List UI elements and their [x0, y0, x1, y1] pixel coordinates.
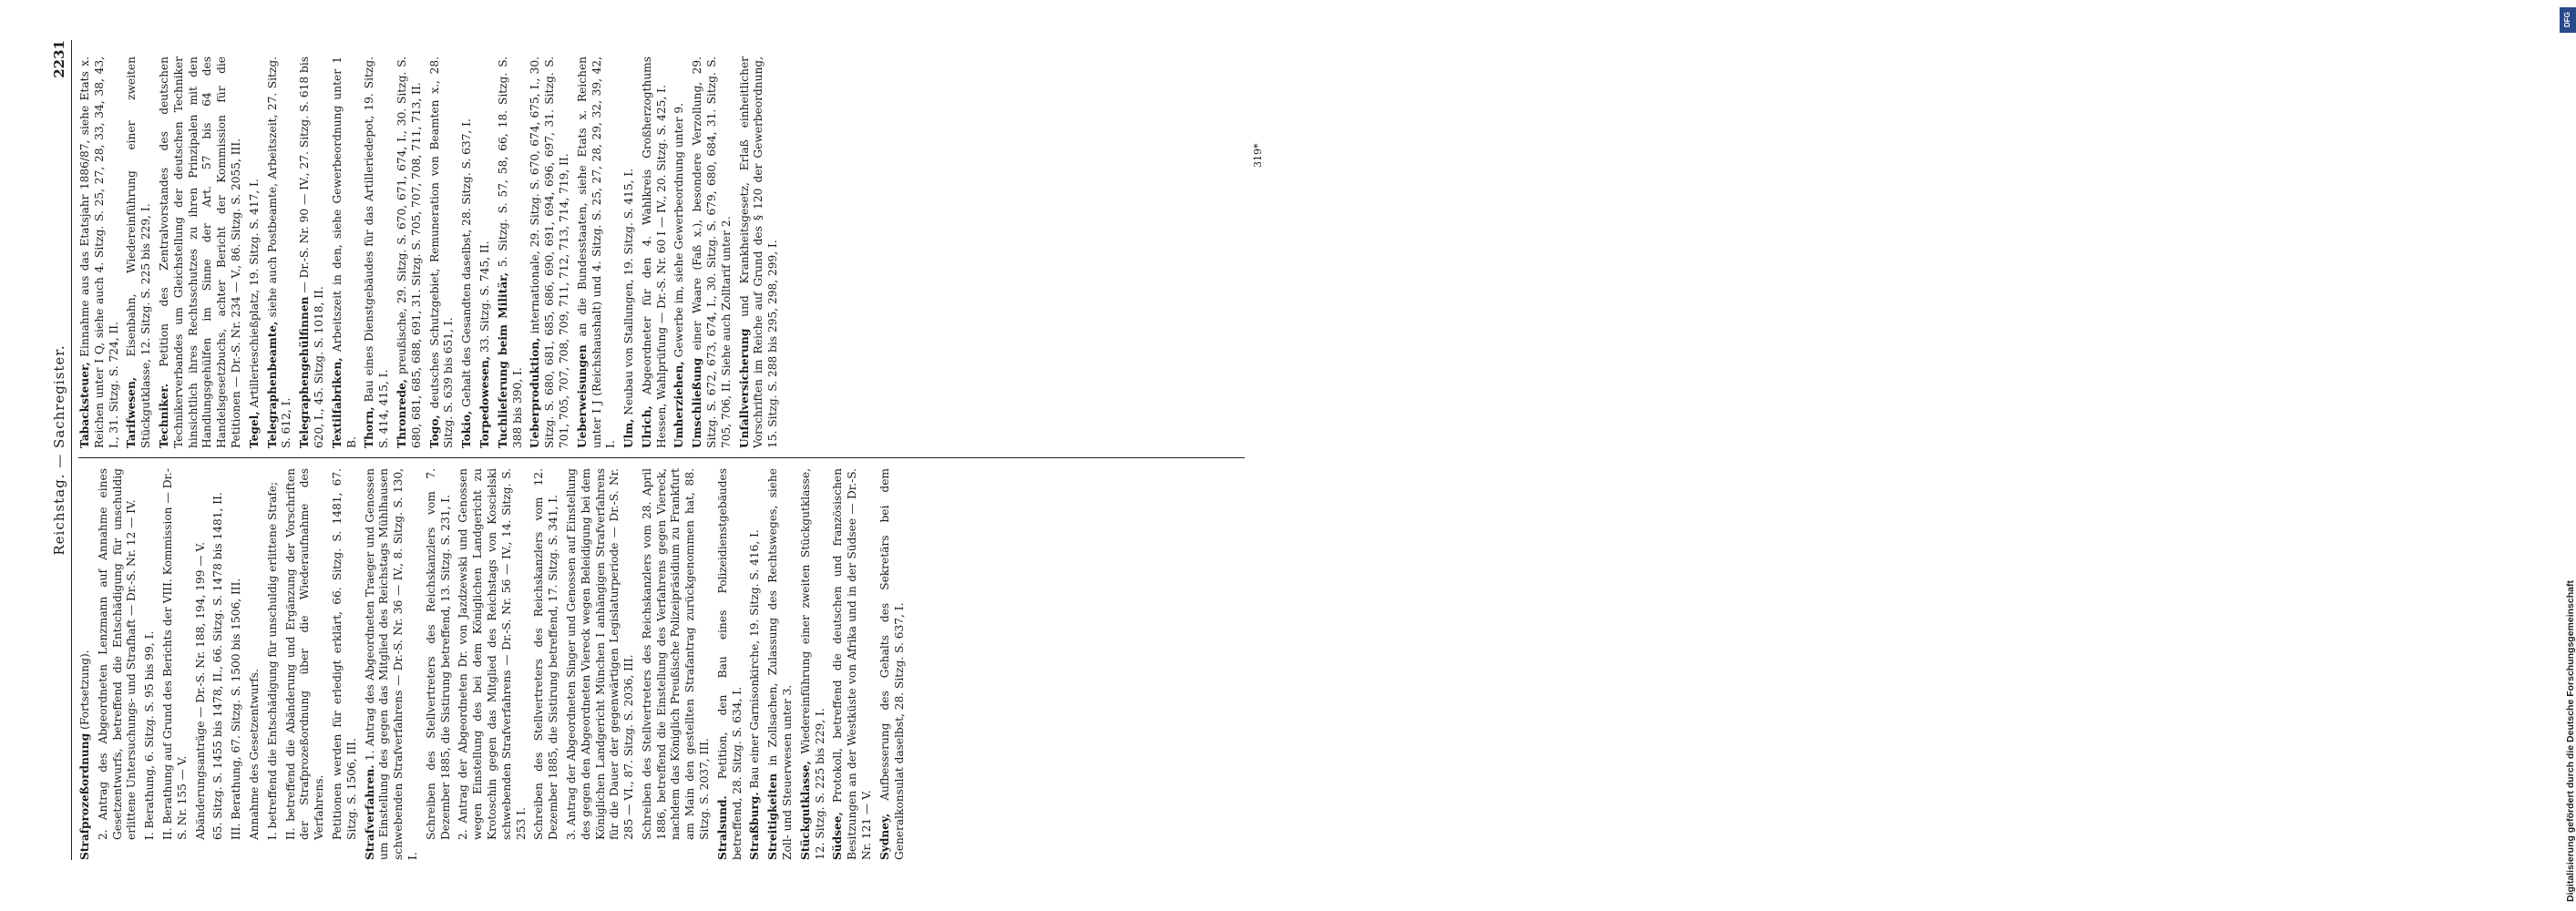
column-divider [78, 457, 1245, 458]
entry-keyword: Torpedowesen, [477, 355, 491, 448]
entry-text: Gehalt des Gesandten daselbst, 28. Sitzg. S. 637, I. [460, 118, 474, 407]
entry-keyword: Tarifwesen, [125, 376, 139, 448]
index-entry [211, 468, 226, 860]
entry-text: III. Berathung, 67. Sitzg. S. 1500 bis 1506, III. [230, 578, 243, 840]
index-entry [363, 56, 392, 448]
index-entry [248, 56, 262, 448]
entry-keyword: Umherziehen, [672, 361, 686, 448]
index-entry [672, 56, 687, 448]
index-entry [565, 468, 637, 860]
entry-text: Schreiben des Stellvertreters des Reichskanzlers vom 12. Dezember 1885, die Sistirung betreffend, 17. Sitzg. S. 341, I. [532, 468, 560, 840]
index-entry [641, 56, 670, 448]
entry-text: — Dr.-S. Nr. 90 — IV., 27. Sitzg. S. 618 bis 620, I., 45. Sitzg. S. 1018, II. [298, 56, 325, 448]
index-entry [230, 468, 244, 860]
index-entry [284, 468, 327, 860]
entry-text: Petitionen werden für erledigt erklärt, 66. Sitzg. S. 1481, 67. Sitzg. S. 1506, III. [330, 468, 358, 840]
entry-keyword: Textilfabriken, [330, 357, 344, 448]
rotated-page-content [51, 40, 1287, 860]
entry-text: einer Waare (Faß x.), besondere Verzollung, 29. Sitzg. S. 672, 673, 674, I., 30. Sitzg. S. 679, 680, 684, 31. Sitzg. S. 705, 706, II. Siehe auch Zolltarif unter 2. [691, 56, 733, 448]
entry-text: Aufbesserung des Gehalts des Sekretärs bei dem Generalkonsulat daselbst, 28. Sitzg. S. 637, I. [877, 468, 906, 860]
entry-keyword: Techniker. [157, 384, 170, 448]
index-entry [194, 468, 209, 860]
index-entry [298, 56, 327, 448]
entry-keyword: Unfallversicherung [737, 328, 751, 448]
dfg-sidebar [1276, 0, 2576, 911]
entry-keyword: Streitigkeiten [766, 773, 780, 860]
entry-keyword: Südsee, [831, 812, 845, 860]
entry-text: Arbeitszeit in den, siehe Gewerbeordnung unter 1 B. [330, 56, 358, 448]
entry-keyword: Thronrede, [395, 378, 408, 448]
entry-keyword: Tuchlieferung beim Militär, [496, 272, 509, 448]
entry-keyword: Ulrich, [640, 405, 653, 448]
index-entry [478, 56, 493, 448]
entry-text: Gewerbe im, siehe Gewerbeordnung unter 9. [672, 102, 686, 358]
entry-text: Neubau von Stallungen, 19. Sitzg. S. 415, I. [622, 168, 636, 415]
page-number: 2231 [51, 40, 67, 78]
entry-text: an die Bundesstaaten, siehe Etats x. Reichen unter I J (Reichshaushalt) und 4. Sitzg. S. 25, 27, 28, 29, 32, 39, 42, I. [575, 56, 618, 448]
entry-keyword: Strafprozeßordnung [78, 732, 91, 860]
left-column [78, 468, 910, 860]
entry-text: und Krankheitsgesetz, Erlaß einheitlicher Vorschriften im Reiche auf Grund des § 120 der Gewerbeordnung, 15. Sitzg. S. 288 bis 295, 298, 299, I. [737, 56, 780, 448]
index-entry [78, 56, 121, 448]
index-entry [266, 468, 281, 860]
index-entry [576, 56, 619, 448]
entry-keyword: Telegraphenbeamte, [265, 321, 279, 448]
index-entry [457, 468, 529, 860]
index-entry [158, 56, 244, 448]
entry-text: Bau eines Dienstgebäudes für das Artilleriedepot, 19. Sitzg. S. 414, 415, I. [363, 56, 391, 448]
index-entry [364, 468, 421, 860]
entry-text: Petition, den Bau eines Polizeidienstgebäudes betreffend, 28. Sitzg. S. 634, I. [715, 467, 744, 860]
entry-text: Bau einer Garnisonkirche, 19. Sitzg. S. 416, I. [748, 529, 762, 789]
entry-text: 33. Sitzg. S. 745, II. [477, 241, 491, 353]
index-entry [532, 468, 561, 860]
entry-text: I. betreffend die Entschädigung für unschuldig erlittene Strafe; [265, 481, 279, 840]
entry-text: internationale, 29. Sitzg. S. 670, 674, 675, I., 30. Sitzg. S. 680, 681, 685, 686, 690, 691, 694, 696, 697, 31. Sitzg. S. 701, 705, 707, 708, 709, 711, 712, 713, 714, 719, II. [529, 56, 570, 448]
entry-text: 65. Sitzg. S. 1455 bis 1478, II., 66. Sitzg. S. 1478 bis 1481, II. [211, 492, 225, 840]
entry-text: 2. Antrag des Abgeordneten Lenzmann auf Annahme eines Gesetzentwurfs, betreffend die Entschädigung für unschuldig erlittene Untersuchungs- und Strafhaft — Dr.-S. Nr. 12 — IV. [96, 468, 139, 840]
right-column [78, 56, 785, 448]
index-entry [143, 468, 158, 860]
index-entry [248, 468, 262, 860]
index-entry [799, 468, 828, 860]
index-entry [831, 468, 874, 860]
entry-text: Schreiben des Stellvertreters des Reichskanzlers vom 7. Dezember 1885, die Sistirung betreffend, 13. Sitzg. S. 231, I. [424, 468, 452, 840]
index-entry [97, 468, 139, 860]
entry-text: in Zollsachen, Zulassung des Rechtsweges, siehe Zoll- und Steuerwesen unter 3. [766, 468, 795, 860]
index-entry [691, 56, 734, 448]
index-entry [460, 56, 475, 448]
entry-text: preußische, 29. Sitzg. S. 670, 671, 674, I., 30. Sitzg. S. 680, 681, 685, 688, 691, 31. Sitzg. S. 705, 707, 708, 711, 713, II. [395, 56, 423, 448]
entry-keyword: Umschließung [691, 357, 704, 448]
index-entry [161, 468, 190, 860]
index-entry [766, 468, 795, 860]
entry-text: Wiedereinführung einer zweiten Stückgutklasse, 12. Sitzg. S. 225 bis 229, I. [798, 468, 826, 860]
entry-text: Artillerieschießplatz, 19. Sitzg. S. 417, I. [247, 179, 261, 408]
entry-text: Eisenbahn, Wiedereinführung einer zweiten Stückgutklasse, 12. Sitzg. S. 225 bis 229, I. [125, 56, 153, 448]
header-title: Reichstag. — Sachregister. [51, 344, 67, 556]
entry-text: II. Berathung auf Grund des Berichts der VIII. Kommission — Dr.-S. Nr. 155 — V. [160, 468, 189, 840]
entry-text: (Fortsetzung). [78, 650, 91, 730]
entry-keyword: Ueberweisungen [575, 344, 589, 448]
entry-text: siehe auch Postbeamte, Arbeitszeit, 27. Sitzg. S. 612, I. [265, 56, 293, 448]
entry-keyword: Telegraphengehülfinnen [298, 296, 312, 448]
entry-keyword: Tokio, [460, 410, 474, 448]
index-entry [497, 56, 526, 448]
entry-text: Einnahme aus das Etatsjahr 1886/87, siehe Etats x. Reichen unter I Q, siehe auch 4. Sitzg. S. 25, 27, 28, 33, 34, 38, 43, I., 31. Sitzg. S. 724, II. [78, 56, 120, 448]
signature-mark: 319* [1252, 143, 1264, 168]
entry-keyword: Togo, [427, 415, 441, 448]
index-entry [529, 56, 571, 448]
entry-text: Abänderungsanträge — Dr.-S. Nr. 188, 194, 199 — V. [193, 542, 207, 840]
entry-keyword: Ueberproduktion, [529, 337, 542, 448]
entry-keyword: Tegel, [247, 411, 261, 448]
entry-text: II. betreffend die Abänderung und Ergänzung der Vorschriften der Strafprozeßordnung über die Wiederaufnahme des Verfahrens. [283, 468, 326, 840]
dfg-logo: DFG [2560, 7, 2576, 33]
running-header [51, 40, 72, 860]
entry-text: Protokoll, betreffend die deutschen und französischen Besitzungen an der Westküste von Afrika und in der Südsee — Dr.-S. Nr. 121 — V. [831, 468, 874, 860]
entry-text: deutsches Schutzgebiet, Remuneration von Beamten x., 28. Sitzg. S. 639 bis 651, I. [427, 56, 456, 448]
index-entry [622, 56, 637, 448]
index-entry [641, 468, 713, 860]
dfg-credit-text: Digitalisierung gefördert durch die Deutsche Forschungsgemeinschaft [2565, 580, 2576, 902]
entry-text: Annahme des Gesetzentwurfs. [247, 669, 261, 840]
entry-text: Abgeordneter für den 4. Wahlkreis Großherzogthums Hessen, Wahlprüfung — Dr.-S. Nr. 60 I — IV., 20. Sitzg. S. 425, I. [640, 56, 668, 448]
index-entry [716, 468, 745, 860]
index-entry [748, 468, 763, 860]
index-entry [395, 56, 425, 448]
entry-text: 2. Antrag der Abgeordneten Dr. von Jazdzewski und Genossen wegen Einstellung des bei dem Königlichen Landgericht zu Krotoschin gegen das Mitglied des Reichstags von Koscielski schwebenden Strafverfahrens — Dr.-S. Nr. 56 — IV., 14. Sitzg. S. 253 I. [457, 468, 528, 840]
entry-keyword: Ulm, [622, 418, 636, 448]
index-entry [266, 56, 295, 448]
entry-text: 1. Antrag des Abgeordneten Traeger und Genossen um Einstellung des gegen das Mitglied des Reichstags Mühlhausen schwebenden Strafverfahrens — Dr.-S. Nr. 36 — IV., 8. Sitzg. S. 130, I. [363, 468, 419, 860]
entry-keyword: Straßburg. [748, 792, 762, 860]
entry-keyword: Tabacksteuer, [78, 362, 91, 448]
index-entry [878, 468, 908, 860]
index-entry [425, 468, 454, 860]
entry-keyword: Strafverfahren. [363, 764, 376, 860]
index-entry [738, 56, 781, 448]
entry-text: 5. Sitzg. S. 57, 58, 66, 18. Sitzg. S. 388 bis 390, I. [496, 56, 524, 448]
index-entry [331, 468, 360, 860]
entry-text: 3. Antrag der Abgeordneten Singer und Genossen auf Einstellung des gegen den Abgeordneten Viereck wegen Beleidigung bei dem Königlichen Landgericht München I anhängigen Strafverfahrens für die Dauer der gegenwärtigen Legislaturperiode — Dr.-S. Nr. 285 — VI., 87. Sitzg. S. 2036, III. [564, 468, 636, 840]
entry-keyword: Stralsund. [715, 795, 729, 860]
index-entry [78, 468, 93, 860]
entry-keyword: Thorn, [363, 406, 376, 448]
entry-text: I. Berathung, 6. Sitzg. S. 95 bis 99, I. [143, 630, 157, 840]
index-entry [428, 56, 457, 448]
index-entry [125, 56, 154, 448]
index-entry [331, 56, 360, 448]
entry-text: Schreiben des Stellvertreters des Reichskanzlers vom 28. April 1886, betreffend die Einstellung des Verfahrens gegen Viereck, nachdem das Königlich Preußische Polizeipräsidium zu Frankfurt am Main den gestellten Strafantrag zurückgenommen hat, 88. Sitzg. S. 2037, III. [640, 468, 712, 840]
entry-keyword: Stückgutklasse, [798, 761, 812, 860]
entry-text: Petition des Zentralvorstandes des deutschen Technikerverbandes um Gleichstellung der deutschen Techniker hinsichtlich ihres Rechtsschutzes zu ihren Prinzipalen mit den Handlungsgehülfen im Sinne der Art. 57 bis 64 des Handelsgesetzbuchs, achter Bericht der Kommission für die Petitionen — Dr.-S. Nr. 234 — V., 86. Sitzg. S. 2055, III. [157, 56, 242, 448]
entry-keyword: Sydney, [877, 813, 891, 860]
